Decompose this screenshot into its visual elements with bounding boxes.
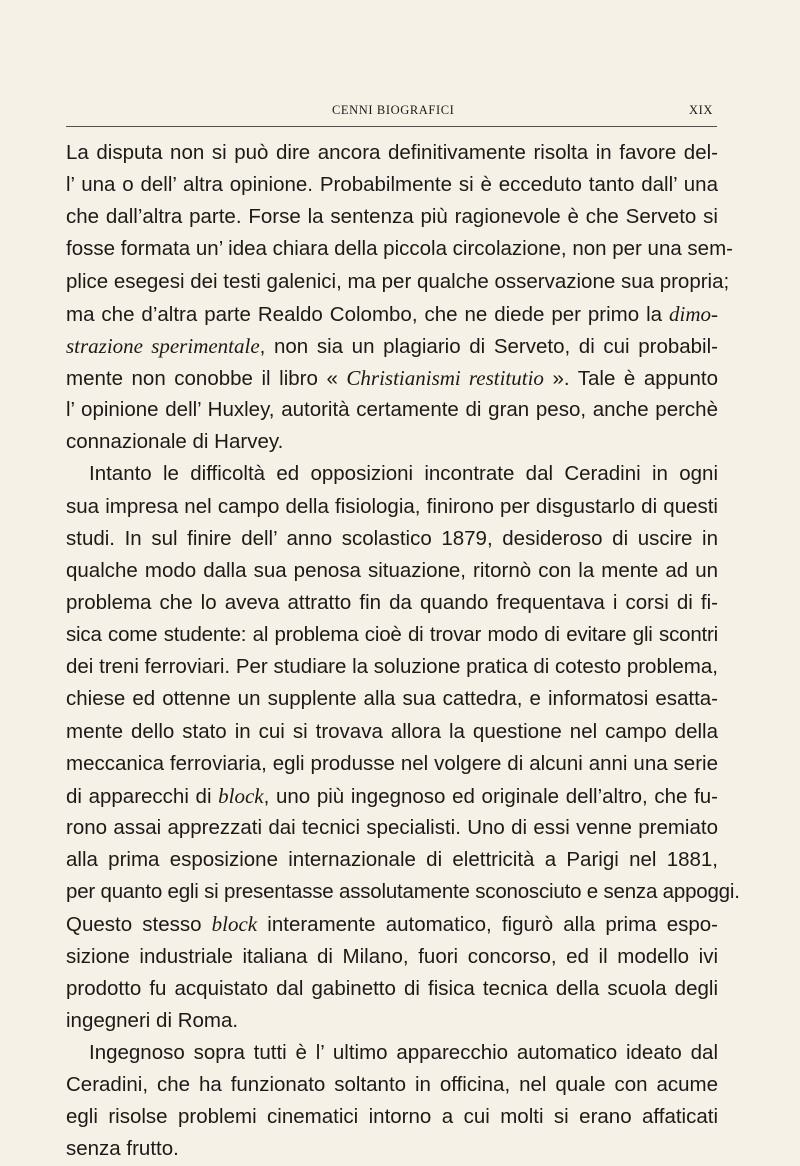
text-line: mente dello stato in cui si trovava allora la questione nel campo della: [66, 719, 718, 743]
text-line: La disputa non si può dire ancora definitivamente risolta in favore del-: [66, 141, 718, 164]
text-line: [66, 298, 718, 330]
text-line: fosse formata un’ idea chiara della piccola circolazione, non per una sem-: [66, 237, 733, 261]
text-line: qualche modo dalla sua penosa situazione, ritornò con la mente ad un: [66, 558, 718, 582]
text-line: [66, 908, 718, 940]
text-line: Ceradini, che ha funzionato soltanto in officina, nel quale con acume: [66, 1073, 718, 1097]
text-line: Ingegnoso sopra tutti è l’ ultimo apparecchio automatico ideato dal: [89, 1040, 718, 1064]
italic-run: block: [211, 912, 258, 937]
page-number: XIX: [688, 103, 713, 117]
text-line: [66, 330, 718, 362]
text-line: alla prima esposizione internazionale di elettricità a Parigi nel 1881,: [66, 848, 718, 872]
text-run: ». Tale è appunto: [543, 366, 718, 390]
text-run: mente non conobbe il libro «: [66, 366, 347, 390]
text-line: sica come studente: al problema cioè di trovar modo di evitare gli scontri: [66, 623, 718, 647]
text-line: egli risolse problemi cinematici intorno a cui molti si erano affaticati: [66, 1105, 718, 1129]
text-line: per quanto egli si presentasse assolutamente sconosciuto e senza appoggi.: [66, 880, 740, 904]
text-line: chiese ed ottenne un supplente alla sua cattedra, e informatosi esatta-: [66, 687, 718, 711]
text-line: meccanica ferroviaria, egli produsse nel volgere di alcuni anni una serie: [66, 751, 718, 775]
text-line: ingegneri di Roma.: [66, 1008, 239, 1032]
text-line: studi. In sul finire dell’ anno scolastico 1879, desideroso di uscire in: [66, 526, 718, 550]
text-line: che dall’altra parte. Forse la sentenza più ragionevole è che Serveto si: [66, 205, 718, 229]
italic-run: Christianismi restitutio: [346, 365, 544, 390]
running-title: CENNI BIOGRAFICI: [332, 103, 455, 117]
text-line: [66, 362, 718, 394]
text-line: problema che lo aveva attratto fin da quando frequentava i corsi di fi-: [66, 590, 718, 614]
text-run: interamente automatico, figurò alla prima espo-: [257, 913, 719, 937]
text-line: l’ opinione dell’ Huxley, autorità certamente di gran peso, anche perchè: [66, 398, 718, 422]
text-line: l’ una o dell’ altra opinione. Probabilmente si è ecceduto tanto dall’ una: [66, 173, 718, 197]
text-line: plice esegesi dei testi galenici, ma per qualche osservazione sua propria;: [66, 269, 730, 293]
text-run: , non sia un plagiario di Serveto, di cui probabil-: [259, 334, 718, 358]
running-header: [290, 100, 713, 120]
text-line: dei treni ferroviari. Per studiare la soluzione pratica di cotesto problema,: [66, 655, 718, 679]
text-line: sizione industriale italiana di Milano, fuori concorso, ed il modello ivi: [66, 944, 718, 968]
header-rule: [66, 126, 717, 127]
text-line: sua impresa nel campo della fisiologia, finirono per disgustarlo di questi: [66, 494, 718, 518]
body-text: [66, 137, 740, 1166]
text-run: , uno più ingegnoso ed originale dell’altro, che fu-: [263, 784, 719, 808]
text-run: Questo stesso: [66, 913, 212, 937]
italic-run: dimo-: [669, 301, 718, 326]
text-line: [66, 780, 718, 812]
text-line: rono assai apprezzati dai tecnici specialisti. Uno di essi venne premiato: [66, 815, 718, 839]
text-run: ma che d’altra parte Realdo Colombo, che ne diede per primo la: [66, 302, 669, 326]
italic-run: block: [218, 783, 264, 808]
text-run: di apparecchi di: [66, 784, 219, 808]
text-line: prodotto fu acquistato dal gabinetto di fisica tecnica della scuola degli: [66, 976, 718, 1000]
text-line: senza frutto.: [66, 1137, 179, 1161]
italic-run: strazione sperimentale: [66, 333, 260, 358]
text-line: Intanto le difficoltà ed opposizioni incontrate dal Ceradini in ogni: [89, 462, 718, 486]
text-line: connazionale di Harvey.: [66, 430, 284, 454]
